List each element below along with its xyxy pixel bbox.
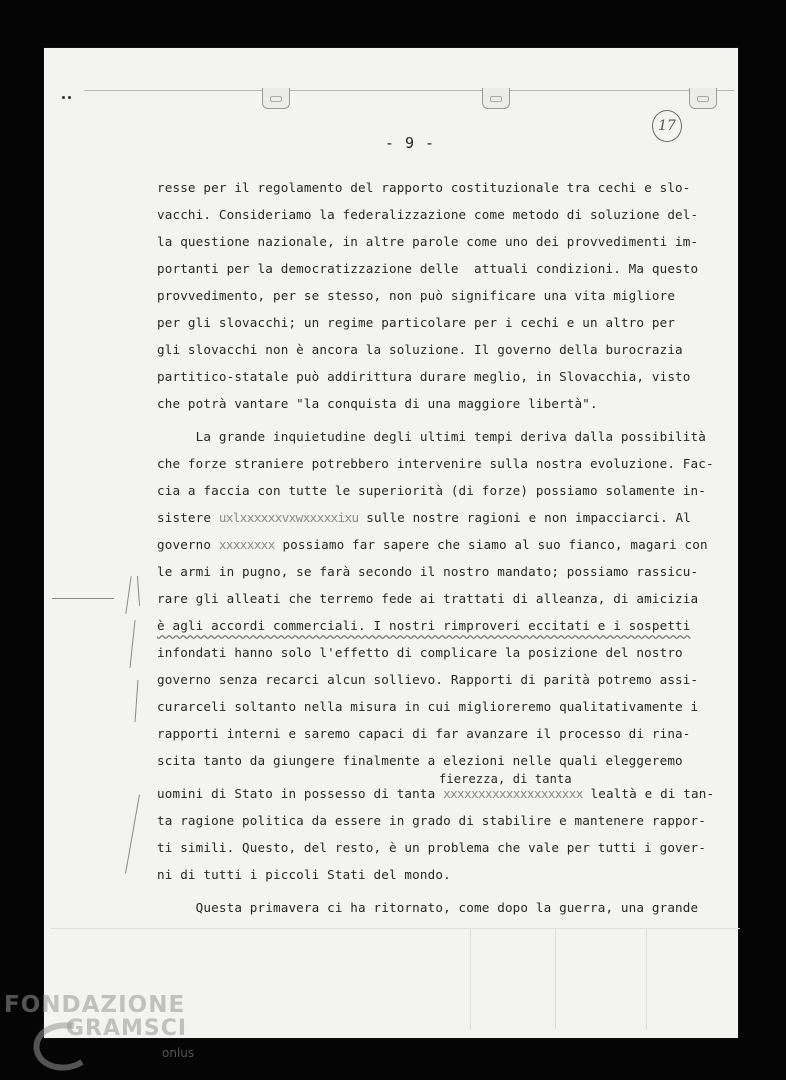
page-number: - 9 - <box>384 134 436 152</box>
punch-hole <box>68 96 71 99</box>
text-line: scita tanto da giungere finalmente a elezioni nelle quali eleggeremo <box>157 753 683 768</box>
watermark-line: onlus <box>162 1046 195 1060</box>
text-line <box>157 510 691 525</box>
text-line: portanti per la democratizzazione delle attuali condizioni. Ma questo <box>157 261 699 276</box>
interlinear-insertion: fierezza, di tanta <box>439 772 572 786</box>
text-line: per gli slovacchi; un regime particolare per i cechi e un altro per <box>157 315 676 330</box>
binder-clip <box>689 88 717 109</box>
document-page <box>44 48 738 1038</box>
text-line: ni di tutti i piccoli Stati del mondo. <box>157 867 451 882</box>
text-line: La grande inquietudine degli ultimi tempi deriva dalla possibilità <box>157 429 706 444</box>
text-segment: uomini di Stato in possesso di tanta <box>157 786 444 801</box>
text-line: ta ragione politica da essere in grado di stabilire e mantenere rappor- <box>157 813 706 828</box>
margin-stroke <box>125 795 140 874</box>
text-line: resse per il regolamento del rapporto costituzionale tra cechi e slo- <box>157 180 691 195</box>
text-line: cia a faccia con tutte le superiorità (di forze) possiamo solamente in- <box>157 483 706 498</box>
text-line: rare gli alleati che terremo fede ai trattati di alleanza, di amicizia <box>157 591 699 606</box>
text-line: la questione nazionale, in altre parole come uno dei provvedimenti im- <box>157 234 699 249</box>
text-segment: lealtà e di tan- <box>582 786 715 801</box>
text-segment: possiamo far sapere che siamo al suo fianco, magari con <box>274 537 708 552</box>
fondazione-gramsci-watermark <box>4 988 204 1078</box>
struck-text: xxxxxxxx <box>218 537 275 552</box>
text-line: che forze straniere potrebbero intervenire sulla nostra evoluzione. Fac- <box>157 456 714 471</box>
watermark-line: FONDAZIONE <box>4 992 186 1018</box>
archive-stamp: 17 <box>652 110 682 142</box>
text-line: infondati hanno solo l'effetto di complicare la posizione del nostro <box>157 645 683 660</box>
text-segment: sulle nostre ragioni e non impacciarci. Al <box>358 510 691 525</box>
margin-stroke <box>129 620 135 668</box>
fold-line <box>555 929 556 1029</box>
text-line: vacchi. Consideriamo la federalizzazione come metodo di soluzione del- <box>157 207 699 222</box>
text-line <box>157 786 714 801</box>
fold-line <box>470 929 471 1029</box>
struck-text: xxxxxxxxxxxxxxxxxxxx <box>443 786 583 801</box>
text-line: gli slovacchi non è ancora la soluzione. Il governo della burocrazia <box>157 342 683 357</box>
text-line <box>157 537 708 552</box>
text-line: partitico-statale può addirittura durare meglio, in Slovacchia, visto <box>157 369 691 384</box>
text-line: Questa primavera ci ha ritornato, come dopo la guerra, una grande <box>157 900 699 915</box>
margin-stroke <box>137 576 140 606</box>
margin-stroke <box>125 576 131 614</box>
text-line: ti simili. Questo, del resto, è un problema che vale per tutti i gover- <box>157 840 706 855</box>
binder-clip <box>482 88 510 109</box>
binder-clip <box>262 88 290 109</box>
watermark-line: GRAMSCI <box>66 1016 188 1041</box>
text-line: le armi in pugno, se farà secondo il nostro mandato; possiamo rassicu- <box>157 564 699 579</box>
text-line: rapporti interni e saremo capaci di far avanzare il processo di rina- <box>157 726 691 741</box>
text-line: curarceli soltanto nella misura in cui miglioreremo qualitativamente i <box>157 699 699 714</box>
fold-line <box>646 929 647 1029</box>
text-line: governo senza recarci alcun sollievo. Rapporti di parità potremo assi- <box>157 672 699 687</box>
tape-edge <box>84 90 734 91</box>
text-line: che potrà vantare "la conquista di una maggiore libertà". <box>157 396 598 411</box>
text-segment: sistere <box>157 510 219 525</box>
text-line: provvedimento, per se stesso, non può significare una vita migliore <box>157 288 676 303</box>
text-segment: governo <box>157 537 219 552</box>
struck-text: uxlxxxxxxvxwxxxxxixu <box>218 510 359 525</box>
punch-hole <box>62 96 65 99</box>
text-line: è agli accordi commerciali. I nostri rimproveri eccitati e i sospetti <box>157 618 691 633</box>
margin-line <box>52 598 114 599</box>
margin-stroke <box>135 680 139 722</box>
